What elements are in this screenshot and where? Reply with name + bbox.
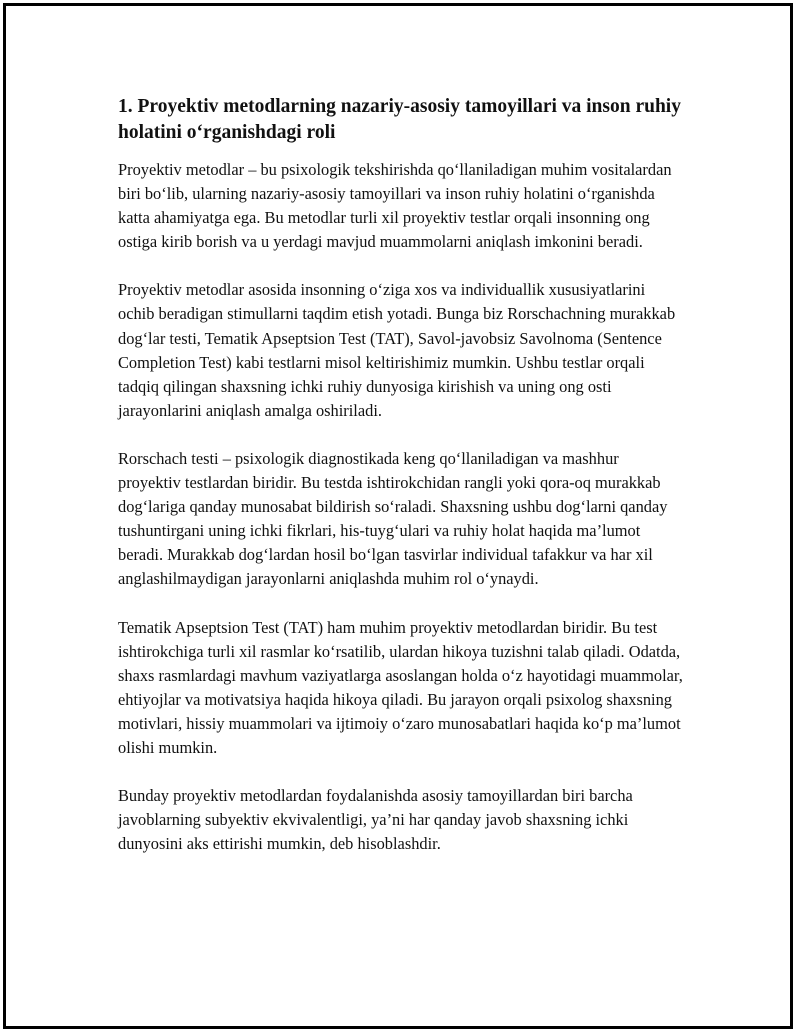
paragraph-tat: Tematik Apseptsion Test (TAT) ham muhim proyektiv metodlardan biridir. Bu test ishtirokchiga turli xil rasmlar ko‘rsatilib, ulardan hikoya tuzishni talab qiladi. Odatda, shaxs rasmlardagi mavhum vaziyatlarga asoslangan holda o‘z hayotidagi muammolar, ehtiyojlar va motivatsiya haqida hikoya qiladi. Bu jarayon orqali psixolog shaxsning motivlari, hissiy muammolari va ijtimoiy o‘zaro munosabatlari haqida ko‘p ma’lumot olishi mumkin. [118, 617, 683, 757]
document-body [118, 94, 684, 880]
paragraph-intro: Proyektiv metodlar – bu psixologik tekshirishda qo‘llaniladigan muhim vositalardan biri bo‘lib, ularning nazariy-asosiy tamoyillari va inson ruhiy holatini o‘rganishda katta ahamiyatga ega. Bu metodlar turli xil proyektiv testlar orqali insonning ong ostiga kirib borish va u yerdagi mavjud muammolarni aniqlash imkonini beradi. [118, 160, 672, 252]
section-heading: 1. Proyektiv metodlarning nazariy-asosiy tamoyillari va inson ruhiy holatini o‘rganishdagi roli [118, 96, 681, 143]
paragraph-rorschach: Rorschach testi – psixologik diagnostikada keng qo‘llaniladigan va mashhur proyektiv testlardan biridir. Bu testda ishtirokchidan rangli yoki qora-oq murakkab dog‘lariga qanday munosabat bildirish so‘raladi. Shaxsning ushbu dog‘larni qanday tushuntirgani uning ichki fikrlari, his-tuyg‘ulari va ruhiy holat haqida ma’lumot beradi. Murakkab dog‘lardan hosil bo‘lgan tasvirlar individual tafakkur va har xil anglashilmaydigan jarayonlarni aniqlashda muhim rol o‘ynaydi. [118, 448, 668, 589]
paragraph-conclusion: Bunday proyektiv metodlardan foydalanishda asosiy tamoyillardan biri barcha javoblarning subyektiv ekvivalentligi, ya’ni har qanday javob shaxsning ichki dunyosini aks ettirishi mumkin, deb hisoblashdir. [118, 786, 633, 854]
paragraph-principles: Proyektiv metodlar asosida insonning o‘ziga xos va individuallik xususiyatlarini ochib beradigan stimullarni taqdim etish yotadi. Bunga biz Rorschachning murakkab dog‘lar testi, Tematik Apseptsion Test (TAT), Savol-javobsiz Savolnoma (Sentence Completion Test) kabi testlarni misol keltirishimiz mumkin. Ushbu testlar orqali tadqiq qilingan shaxsning ichki ruhiy dunyosiga kirishish va uning ong osti jarayonlarini aniqlash amalga oshiriladi. [118, 280, 676, 420]
